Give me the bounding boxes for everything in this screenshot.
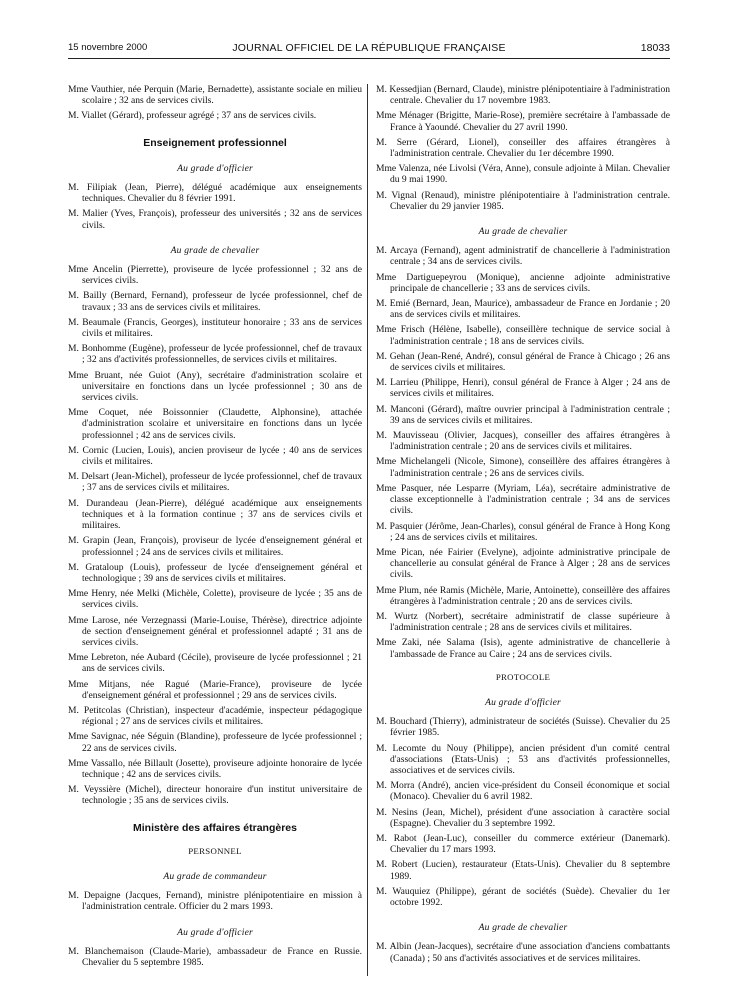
decree-entry: M. Durandeau (Jean-Pierre), délégué académique aux enseignements techniques et à la formation continue ; 37 ans de services civils et militaires.	[68, 497, 362, 532]
decree-entry: M. Lecomte du Nouy (Philippe), ancien président d'un comité central d'associations (Etats-Unis) ; 53 ans d'activités professionnelles, associatives et de services civils.	[376, 742, 670, 776]
decree-entry: M. Blanchemaison (Claude-Marie), ambassadeur de France en Russie. Chevalier du 5 septembre 1985.	[68, 945, 362, 968]
grade-heading: Au grade de chevalier	[478, 226, 568, 238]
decree-entry: M. Emié (Bernard, Jean, Maurice), ambassadeur de France en Jordanie ; 20 ans de services civils et militaires.	[376, 298, 670, 321]
section-heading: Enseignement professionnel	[143, 136, 287, 149]
decree-entry: M. Wurtz (Norbert), secrétaire administratif de classe supérieure à l'administration centrale ; 28 ans de services civils et militaires.	[376, 610, 670, 634]
grade-heading: Au grade d'officier	[177, 926, 253, 938]
subsection-label: PROTOCOLE	[495, 671, 551, 682]
decree-entry: M. Grataloup (Louis), professeur de lycée d'enseignement général et technologique ; 39 ans de services civils et militaires.	[68, 561, 362, 584]
decree-entry: M. Bailly (Bernard, Fernand), professeur de lycée professionnel, chef de travaux ; 33 ans de services civils et militaires.	[68, 290, 362, 313]
page-header	[68, 42, 670, 59]
decree-entry: M. Filipiak (Jean, Pierre), délégué académique aux enseignements techniques. Chevalier du 8 février 1991.	[68, 182, 362, 205]
decree-entry: M. Morra (André), ancien vice-président du Conseil économique et social (Monaco). Chevalier du 6 avril 1982.	[376, 780, 670, 803]
grade-heading: Au grade de chevalier	[478, 922, 568, 934]
decree-entry: Mme Bruant, née Guiot (Any), secrétaire d'administration scolaire et universitaire en fonctions dans un lycée professionnel ; 30 ans de services civils.	[68, 369, 362, 404]
decree-entry: Mme Larose, née Verzegnassi (Marie-Louise, Thérèse), directrice adjointe de section d'enseignement général et professionnel adapté ; 31 ans de services civils.	[68, 614, 362, 648]
decree-entry: M. Kessedjian (Bernard, Claude), ministre plénipotentiaire à l'administration centrale. Chevalier du 17 novembre 1983.	[376, 84, 670, 107]
header-title: JOURNAL OFFICIEL DE LA RÉPUBLIQUE FRANÇAISE	[232, 42, 506, 54]
decree-entry: M. Beaumale (Francis, Georges), instituteur honoraire ; 33 ans de services civils et militaires.	[68, 316, 362, 340]
decree-entry: M. Depaigne (Jacques, Fernand), ministre plénipotentiaire en mission à l'administration centrale. Officier du 2 mars 1993.	[68, 890, 362, 913]
decree-entry: Mme Coquet, née Boissonnier (Claudette, Alphonsine), attachée d'administration scolaire et universitaire en fonctions dans un lycée professionnel ; 42 ans de services civils.	[68, 407, 362, 441]
decree-entry: Mme Ancelin (Pierrette), proviseure de lycée professionnel ; 32 ans de services civils.	[68, 264, 362, 287]
decree-entry: Mme Henry, née Melki (Michèle, Colette), proviseure de lycée ; 35 ans de services civils.	[68, 588, 362, 611]
decree-entry: M. Gehan (Jean-René, André), consul général de France à Chicago ; 26 ans de services civils et militaires.	[376, 350, 670, 374]
decree-entry: M. Mauvisseau (Olivier, Jacques), conseiller des affaires étrangères à l'administration centrale ; 20 ans de services civils et militaires.	[376, 430, 670, 453]
decree-entry: M. Serre (Gérard, Lionel), conseiller des affaires étrangères à l'administration centrale. Chevalier du 1er décembre 1990.	[376, 136, 670, 160]
header-date: 15 novembre 2000	[68, 42, 148, 53]
grade-heading: Au grade d'officier	[177, 162, 253, 174]
decree-entry: M. Delsart (Jean-Michel), professeur de lycée professionnel, chef de travaux ; 37 ans de services civils et militaires.	[68, 471, 362, 494]
page-number: 18033	[640, 42, 670, 54]
decree-entry: M. Bouchard (Thierry), administrateur de sociétés (Suisse). Chevalier du 25 février 1985.	[376, 716, 670, 739]
section-heading: Ministère des affaires étrangères	[133, 821, 297, 834]
column-divider	[367, 84, 368, 976]
decree-entry: Mme Dartiguepeyrou (Monique), ancienne adjointe administrative principale de chancellerie ; 33 ans de services civils.	[376, 271, 670, 294]
decree-entry: Mme Zaki, née Salama (Isis), agente administrative de chancellerie à l'ambassade de France au Caire ; 24 ans de services civils.	[376, 637, 670, 660]
decree-entry: Mme Valenza, née Livolsi (Véra, Anne), consule adjointe à Milan. Chevalier du 9 mai 1990.	[376, 163, 670, 186]
decree-entry: M. Manconi (Gérard), maître ouvrier principal à l'administration centrale ; 39 ans de services civils et militaires.	[376, 403, 670, 426]
decree-entry: Mme Plum, née Ramis (Michèle, Marie, Antoinette), conseillère des affaires étrangères à l'administration centrale ; 20 ans de services civils.	[376, 584, 670, 607]
decree-entry: Mme Savignac, née Séguin (Blandine), professeure de lycée professionnel ; 22 ans de services civils.	[68, 731, 362, 754]
decree-entry: M. Robert (Lucien), restaurateur (Etats-Unis). Chevalier du 8 septembre 1989.	[376, 859, 670, 882]
decree-entry: M. Petitcolas (Christian), inspecteur d'académie, inspecteur pédagogique régional ; 27 ans de services civils et militaires.	[68, 704, 362, 728]
decree-entry: M. Larrieu (Philippe, Henri), consul général de France à Alger ; 24 ans de services civils et militaires.	[376, 377, 670, 400]
decree-entry: Mme Michelangeli (Nicole, Simone), conseillère des affaires étrangères à l'administration centrale ; 26 ans de services civils.	[376, 456, 670, 479]
decree-entry: M. Grapin (Jean, François), proviseur de lycée d'enseignement général et professionnel ; 24 ans de services civils et militaires.	[68, 535, 362, 558]
decree-entry: M. Malier (Yves, François), professeur des universités ; 32 ans de services civils.	[68, 208, 362, 231]
decree-entry: Mme Pican, née Fairier (Evelyne), adjointe administrative principale de chancellerie au consulat général de France à Alger ; 28 ans de services civils.	[376, 546, 670, 581]
decree-entry: M. Veyssière (Michel), directeur honoraire d'un institut universitaire de technologie ; 35 ans de services civils.	[68, 784, 362, 807]
decree-entry: Mme Pasquer, née Lesparre (Myriam, Léa), secrétaire administrative de classe exceptionnelle à l'administration centrale ; 34 ans de services civils.	[376, 482, 670, 517]
decree-entry: Mme Mitjans, née Ragué (Marie-France), proviseure de lycée d'enseignement général et professionnel ; 29 ans de services civils.	[68, 678, 362, 701]
decree-entry: M. Arcaya (Fernand), agent administratif de chancellerie à l'administration centrale ; 34 ans de services civils.	[376, 245, 670, 268]
decree-entry: M. Viallet (Gérard), professeur agrégé ; 37 ans de services civils.	[68, 110, 317, 122]
decree-entry: M. Albin (Jean-Jacques), secrétaire d'une association d'anciens combattants (Canada) ; 50 ans d'activités associatives et de services militaires.	[376, 941, 670, 964]
grade-heading: Au grade de chevalier	[170, 244, 260, 256]
left-column	[68, 84, 362, 972]
decree-entry: M. Nesins (Jean, Michel), président d'une association à caractère social (Espagne). Chevalier du 3 septembre 1992.	[376, 806, 670, 829]
decree-entry: M. Vignal (Renaud), ministre plénipotentiaire à l'administration centrale. Chevalier du 29 janvier 1985.	[376, 189, 670, 212]
subsection-label: PERSONNEL	[188, 845, 242, 856]
decree-entry: Mme Frisch (Hélène, Isabelle), conseillère technique de service social à l'administration centrale ; 18 ans de services civils.	[376, 324, 670, 347]
grade-heading: Au grade d'officier	[485, 696, 561, 708]
decree-entry: M. Wauquiez (Philippe), gérant de sociétés (Suède). Chevalier du 1er octobre 1992.	[376, 885, 670, 908]
decree-entry: Mme Vauthier, née Perquin (Marie, Bernadette), assistante sociale en milieu scolaire ; 32 ans de services civils.	[68, 84, 362, 107]
decree-entry: M. Pasquier (Jérôme, Jean-Charles), consul général de France à Hong Kong ; 24 ans de services civils et militaires.	[376, 520, 670, 543]
decree-entry: Mme Ménager (Brigitte, Marie-Rose), première secrétaire à l'ambassade de France à Yaoundé. Chevalier du 27 avril 1990.	[376, 110, 670, 133]
decree-entry: M. Bonhomme (Eugène), professeur de lycée professionnel, chef de travaux ; 32 ans d'activités professionnelles, de services civils et militaires.	[68, 343, 362, 366]
decree-entry: M. Rabot (Jean-Luc), conseiller du commerce extérieur (Danemark). Chevalier du 17 mars 1993.	[376, 832, 670, 856]
right-column	[376, 84, 670, 968]
grade-heading: Au grade de commandeur	[163, 870, 267, 882]
decree-entry: Mme Vassallo, née Billault (Josette), proviseure adjointe honoraire de lycée technique ; 42 ans de services civils.	[68, 757, 362, 780]
decree-entry: M. Cornic (Lucien, Louis), ancien proviseur de lycée ; 40 ans de services civils et militaires.	[68, 444, 362, 468]
decree-entry: Mme Lebreton, née Aubard (Cécile), proviseure de lycée professionnel ; 21 ans de services civils.	[68, 652, 362, 675]
